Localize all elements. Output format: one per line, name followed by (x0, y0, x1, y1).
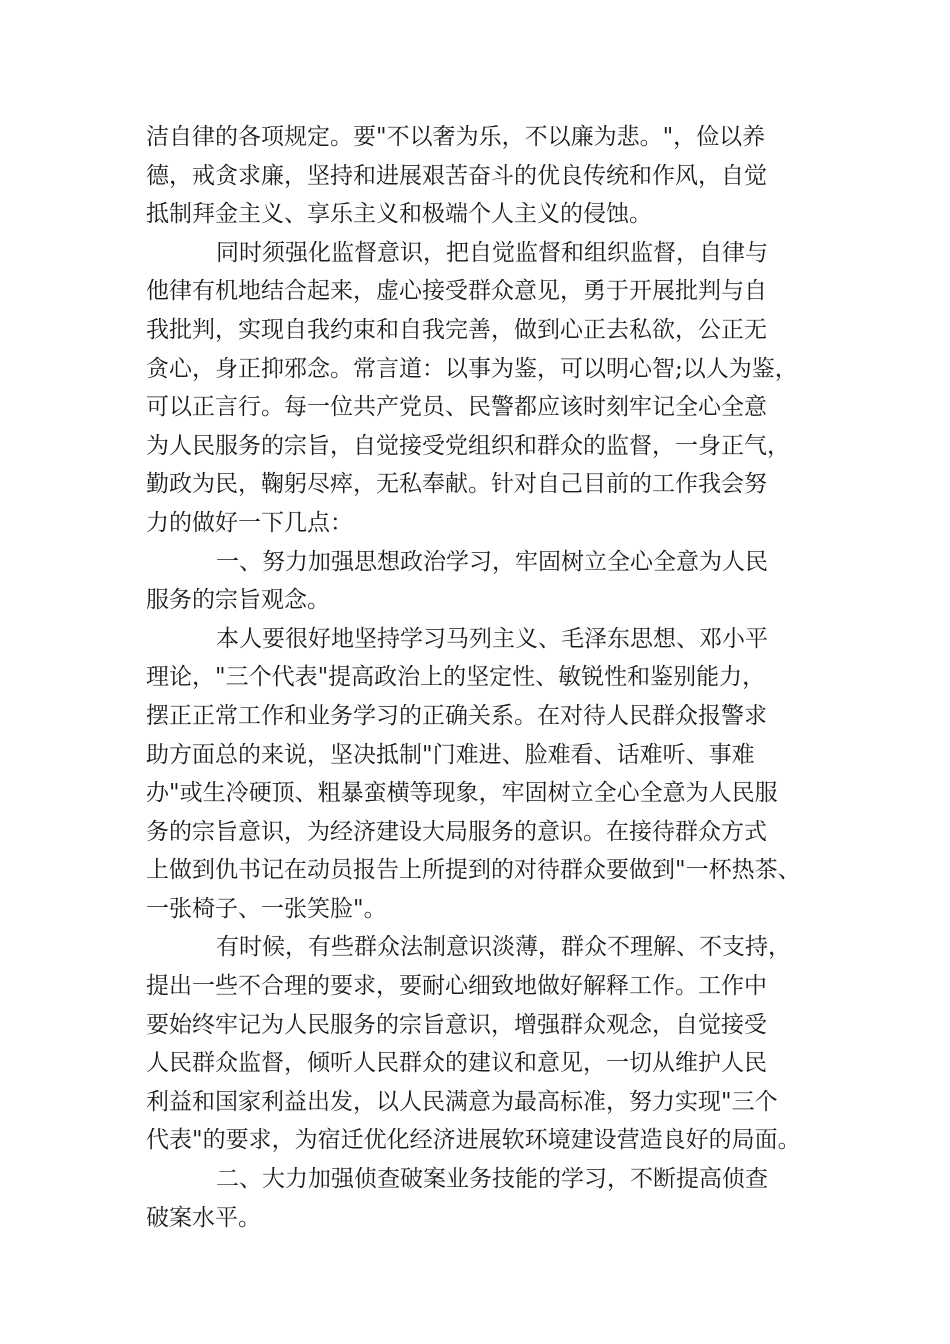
text-line: 助方面总的来说，坚决抵制"门难进、脸难看、话难听、事难 (146, 741, 755, 768)
text-line: 一张椅子、一张笑脸"。 (146, 895, 387, 922)
text-line: 利益和国家利益出发，以人民满意为最高标准，努力实现"三个 (146, 1088, 778, 1115)
text-line: 务的宗旨意识，为经济建设大局服务的意识。在接待群众方式 (146, 818, 767, 845)
section-heading-line: 一、努力加强思想政治学习，牢固树立全心全意为人民 (216, 548, 768, 575)
text-line: 德，戒贪求廉，坚持和进展艰苦奋斗的优良传统和作风，自觉 (146, 162, 767, 189)
document-body (146, 118, 816, 1237)
paragraph-first-line: 同时须强化监督意识，把自觉监督和组织监督，自律与 (216, 239, 768, 266)
text-line: 可以正言行。每一位共产党员、民警都应该时刻牢记全心全意 (146, 394, 767, 421)
text-line: 他律有机地结合起来，虚心接受群众意见，勇于开展批判与自 (146, 278, 767, 305)
text-line: 贪心，身正抑邪念。常言道：以事为鉴，可以明心智;以人为鉴， (146, 355, 798, 382)
text-line: 办"或生冷硬顶、粗暴蛮横等现象，牢固树立全心全意为人民服 (146, 780, 778, 807)
text-line: 提出一些不合理的要求，要耐心细致地做好解释工作。工作中 (146, 973, 767, 1000)
text-line: 摆正正常工作和业务学习的正确关系。在对待人民群众报警求 (146, 702, 767, 729)
text-line: 力的做好一下几点： (146, 509, 353, 536)
text-line: 要始终牢记为人民服务的宗旨意识，增强群众观念，自觉接受 (146, 1011, 767, 1038)
paragraph-first-line: 本人要很好地坚持学习马列主义、毛泽东思想、邓小平 (216, 625, 768, 652)
text-line: 服务的宗旨观念。 (146, 587, 330, 614)
text-line: 抵制拜金主义、享乐主义和极端个人主义的侵蚀。 (146, 201, 652, 228)
text-line: 代表"的要求，为宿迁优化经济进展软环境建设营造良好的局面。 (146, 1127, 801, 1154)
paragraph-first-line: 有时候，有些群众法制意识淡薄，群众不理解、不支持， (216, 934, 791, 961)
text-line: 人民群众监督，倾听人民群众的建议和意见，一切从维护人民 (146, 1050, 767, 1077)
text-line: 勤政为民，鞠躬尽瘁，无私奉献。针对自己目前的工作我会努 (146, 471, 767, 498)
text-line: 为人民服务的宗旨，自觉接受党组织和群众的监督，一身正气， (146, 432, 790, 459)
section-heading-line: 二、大力加强侦查破案业务技能的学习，不断提高侦查 (216, 1166, 768, 1193)
text-line: 理论，"三个代表"提高政治上的坚定性、敏锐性和鉴别能力， (146, 664, 766, 691)
text-line: 洁自律的各项规定。要"不以奢为乐，不以廉为悲。"，俭以养 (146, 124, 766, 150)
text-line: 上做到仇书记在动员报告上所提到的对待群众要做到"一杯热茶、 (146, 857, 801, 884)
text-line: 我批判，实现自我约束和自我完善，做到心正去私欲，公正无 (146, 316, 767, 343)
text-line: 破案水平。 (146, 1204, 261, 1231)
